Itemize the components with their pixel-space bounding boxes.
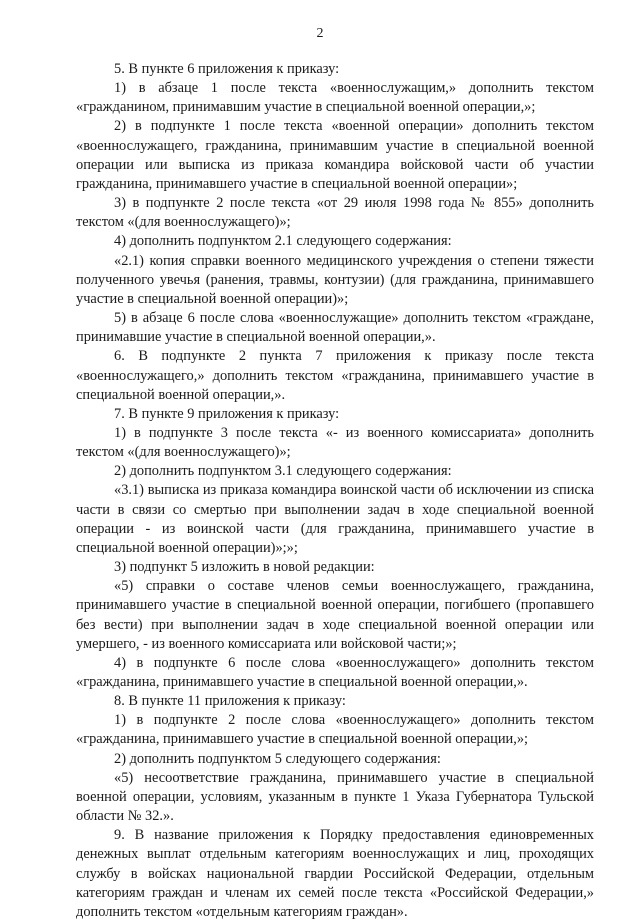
paragraph: «2.1) копия справки военного медицинского учреждения о степени тяжести полученного увечья (ранения, травмы, контузии) (для гражданина, принимавшего участие в специальной военной операции)»;	[76, 252, 594, 307]
paragraph: 9. В название приложения к Порядку предоставления единовременных денежных выплат отдельным категориям военнослужащих и лиц, проходящих службу в войсках национальной гвардии Российской Федерации, отдельным категориям граждан и членам их семей после текста «Российской Федерации,» дополнить текстом «отдельным категориям граждан».	[76, 827, 594, 920]
paragraph: 2) в подпункте 1 после текста «военной операции» дополнить текстом «военнослужащего, гражданина, принимавшим участие в специальной военной операции или выписка из приказа командира войсковой части об участии гражданина, принимавшего участие в специальной военной операции»;	[76, 118, 594, 192]
paragraph: 6. В подпункте 2 пункта 7 приложения к приказу после текста «военнослужащего,» дополнить текстом «гражданина, принимавшего участие в специальной военной операции,».	[76, 348, 594, 403]
paragraph: 1) в подпункте 2 после слова «военнослужащего» дополнить текстом «гражданина, принимавшего участие в специальной военной операции,»;	[76, 712, 594, 748]
paragraph: 1) в подпункте 3 после текста «- из военного комиссариата» дополнить текстом «(для военнослужащего)»;	[76, 424, 594, 461]
paragraph: 5) в абзаце 6 после слова «военнослужащие» дополнить текстом «граждане, принимавшие участие в специальной военной операции,».	[76, 310, 594, 346]
paragraph: 2) дополнить подпунктом 3.1 следующего содержания:	[114, 463, 452, 480]
paragraph: 3) в подпункте 2 после текста «от 29 июля 1998 года № 855» дополнить текстом «(для военнослужащего)»;	[76, 195, 594, 231]
paragraph: 4) в подпункте 6 после слова «военнослужащего» дополнить текстом «гражданина, принимавшего участие в специальной военной операции,».	[76, 654, 594, 690]
paragraph: «5) несоответствие гражданина, принимавшего участие в специальной военной операции, условиям, указанным в пункте 1 Указа Губернатора Тульской области № 32.».	[76, 769, 594, 825]
paragraph: 3) подпункт 5 изложить в новой редакции:	[114, 559, 375, 576]
paragraph: «5) справки о составе членов семьи военнослужащего, гражданина, принимавшего участие в специальной военной операции, погибшего (пропавшего без вести) при выполнении задач в ходе специальной военной операции или умершего, - из военного комиссариата или войсковой части;»;	[76, 578, 594, 652]
paragraph: 1) в абзаце 1 после текста «военнослужащим,» дополнить текстом «гражданином, принимавшим участие в специальной военной операции,»;	[76, 80, 594, 116]
paragraph: «3.1) выписка из приказа командира воинской части об исключении из списка части в связи со смертью при выполнении задач в ходе специальной военной операции - из воинской части (для гражданина, принимавшего участие в специальной военной операции)»;»;	[76, 482, 594, 556]
paragraph: 5. В пункте 6 приложения к приказу:	[114, 61, 340, 77]
page-number: 2	[316, 26, 324, 41]
paragraph: 8. В пункте 11 приложения к приказу:	[114, 693, 346, 710]
paragraph: 4) дополнить подпунктом 2.1 следующего содержания:	[114, 233, 452, 250]
document-body	[76, 60, 594, 922]
paragraph: 2) дополнить подпунктом 5 следующего содержания:	[114, 750, 441, 767]
paragraph: 7. В пункте 9 приложения к приказу:	[114, 405, 340, 422]
